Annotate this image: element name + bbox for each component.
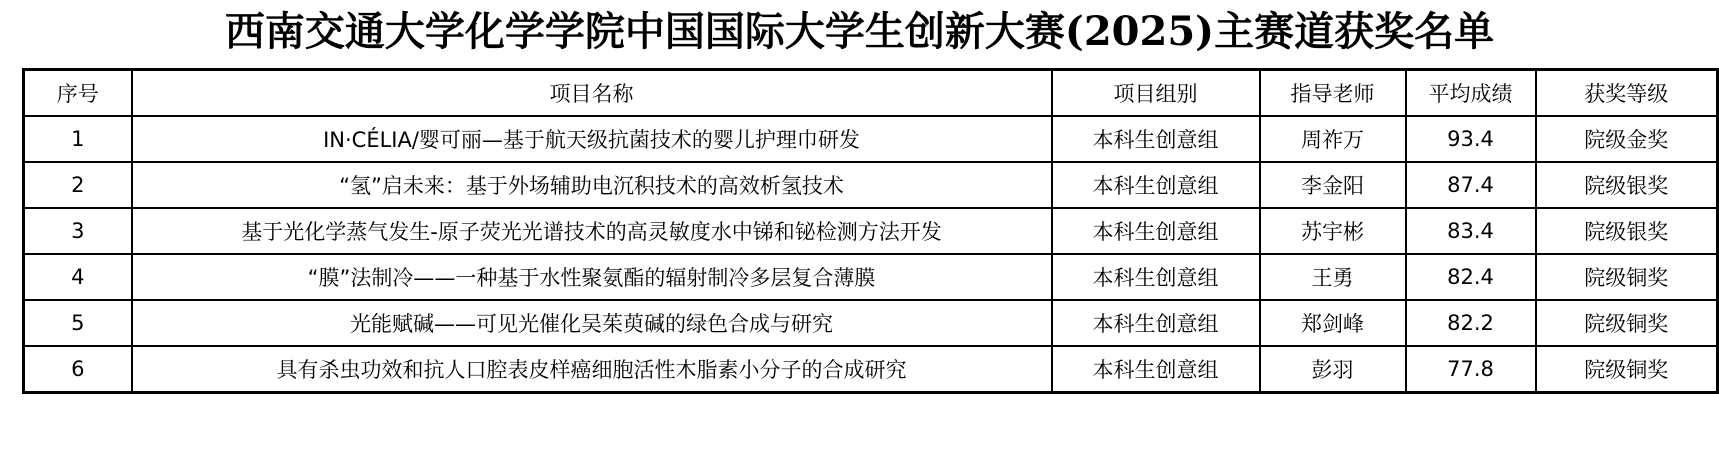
- header-cell-score: 平均成绩: [1406, 70, 1536, 117]
- cell-score: 82.4: [1406, 254, 1536, 300]
- award-table: [22, 68, 1719, 394]
- cell-advisor: 彭羽: [1260, 346, 1406, 393]
- table-row: [24, 346, 1718, 393]
- table-row: [24, 116, 1718, 162]
- table-row: [24, 208, 1718, 254]
- cell-project-name: 光能赋碱——可见光催化吴茱萸碱的绿色合成与研究: [132, 300, 1052, 346]
- cell-award: 院级铜奖: [1536, 300, 1718, 346]
- cell-index: 2: [24, 162, 132, 208]
- cell-score: 82.2: [1406, 300, 1536, 346]
- table-header-row: [24, 70, 1718, 117]
- cell-project-name: “氢”启未来：基于外场辅助电沉积技术的高效析氢技术: [132, 162, 1052, 208]
- cell-group: 本科生创意组: [1052, 116, 1260, 162]
- cell-project-name: “膜”法制冷——一种基于水性聚氨酯的辐射制冷多层复合薄膜: [132, 254, 1052, 300]
- cell-index: 1: [24, 116, 132, 162]
- cell-project-name: IN·CÉLIA/婴可丽—基于航天级抗菌技术的婴儿护理巾研发: [132, 116, 1052, 162]
- cell-group: 本科生创意组: [1052, 254, 1260, 300]
- cell-advisor: 周祚万: [1260, 116, 1406, 162]
- table-row: [24, 254, 1718, 300]
- table-row: [24, 162, 1718, 208]
- table-row: [24, 300, 1718, 346]
- cell-score: 87.4: [1406, 162, 1536, 208]
- cell-award: 院级金奖: [1536, 116, 1718, 162]
- cell-group: 本科生创意组: [1052, 346, 1260, 393]
- cell-advisor: 苏宇彬: [1260, 208, 1406, 254]
- header-cell-group: 项目组别: [1052, 70, 1260, 117]
- cell-group: 本科生创意组: [1052, 208, 1260, 254]
- cell-project-name: 具有杀虫功效和抗人口腔表皮样癌细胞活性木脂素小分子的合成研究: [132, 346, 1052, 393]
- cell-award: 院级银奖: [1536, 162, 1718, 208]
- header-cell-award: 获奖等级: [1536, 70, 1718, 117]
- cell-award: 院级银奖: [1536, 208, 1718, 254]
- cell-score: 77.8: [1406, 346, 1536, 393]
- cell-index: 6: [24, 346, 132, 393]
- header-cell-advisor: 指导老师: [1260, 70, 1406, 117]
- cell-index: 3: [24, 208, 132, 254]
- cell-index: 4: [24, 254, 132, 300]
- cell-award: 院级铜奖: [1536, 346, 1718, 393]
- cell-project-name: 基于光化学蒸气发生-原子荧光光谱技术的高灵敏度水中锑和铋检测方法开发: [132, 208, 1052, 254]
- cell-award: 院级铜奖: [1536, 254, 1718, 300]
- header-cell-index: 序号: [24, 70, 132, 117]
- cell-advisor: 王勇: [1260, 254, 1406, 300]
- cell-score: 93.4: [1406, 116, 1536, 162]
- cell-index: 5: [24, 300, 132, 346]
- cell-group: 本科生创意组: [1052, 162, 1260, 208]
- page-title: 西南交通大学化学学院中国国际大学生创新大赛(2025)主赛道获奖名单: [224, 8, 1495, 55]
- cell-group: 本科生创意组: [1052, 300, 1260, 346]
- header-cell-project-name: 项目名称: [132, 70, 1052, 117]
- cell-advisor: 郑剑峰: [1260, 300, 1406, 346]
- cell-advisor: 李金阳: [1260, 162, 1406, 208]
- cell-score: 83.4: [1406, 208, 1536, 254]
